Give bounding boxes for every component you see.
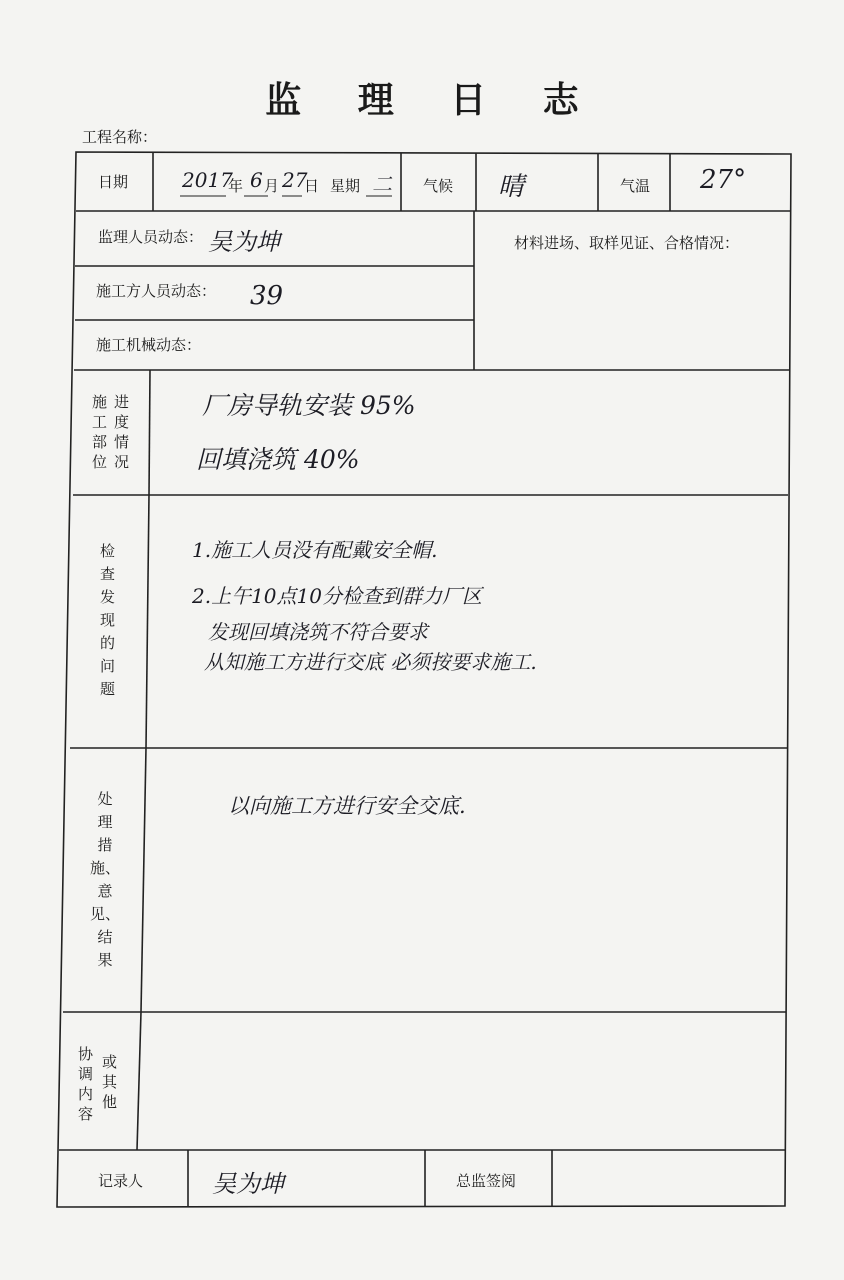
date-label: 日期 [98, 173, 129, 191]
materials-label: 材料进场、取样见证、合格情况： [514, 234, 740, 252]
contractor-staff-value: 39 [250, 281, 284, 311]
weekday-label: 星期 [330, 177, 361, 195]
supervisor-staff-value: 吴为坤 [208, 228, 280, 256]
machinery-label: 施工机械动态： [96, 336, 202, 354]
recorder-value: 吴为坤 [212, 1170, 284, 1198]
inspection-line-4: 从知施工方进行交底 必须按要求施工. [204, 650, 537, 674]
year-char: 年 [228, 177, 244, 195]
day-char: 日 [304, 177, 320, 195]
date-month: 6 [250, 168, 263, 192]
temperature-value: 27° [700, 165, 747, 195]
coordination-label: 协 调 内 容 [78, 1045, 94, 1123]
inspection-issues-label: 检 查 发 现 的 问 题 [100, 542, 116, 698]
measures-line-1: 以向施工方进行安全交底. [228, 794, 466, 818]
progress-line-1: 厂房导轨安装 95% [202, 391, 416, 420]
recorder-label: 记录人 [98, 1172, 144, 1190]
date-year: 2017 [182, 168, 233, 192]
contractor-staff-label: 施工方人员动态： [96, 282, 217, 300]
construction-part-label: 施 工 部 位 [92, 393, 108, 471]
page-title: 监 理 日 志 [265, 80, 601, 121]
progress-line-2: 回填浇筑 40% [196, 445, 360, 474]
project-name-label: 工程名称： [82, 128, 158, 146]
weather-value: 晴 [498, 172, 525, 202]
supervisor-staff-label: 监理人员动态： [98, 228, 204, 246]
inspection-line-1: 1.施工人员没有配戴安全帽. [192, 538, 438, 562]
other-label: 或 其 他 [102, 1053, 118, 1111]
chief-supervisor-sign-label: 总监签阅 [456, 1172, 517, 1190]
measures-label: 处 理 措 施、 意 见、 结 果 [90, 790, 121, 969]
temperature-label: 气温 [620, 177, 651, 195]
month-char: 月 [264, 177, 280, 195]
weekday-value: 二 [372, 172, 392, 196]
form-border [57, 152, 791, 1207]
weather-label: 气候 [423, 177, 454, 195]
inspection-line-2: 2.上午10点10分检查到群力厂区 [192, 584, 482, 608]
inspection-line-3: 发现回填浇筑不符合要求 [208, 620, 428, 644]
progress-status-label: 进 度 情 况 [114, 393, 130, 471]
date-day: 27 [282, 168, 308, 192]
